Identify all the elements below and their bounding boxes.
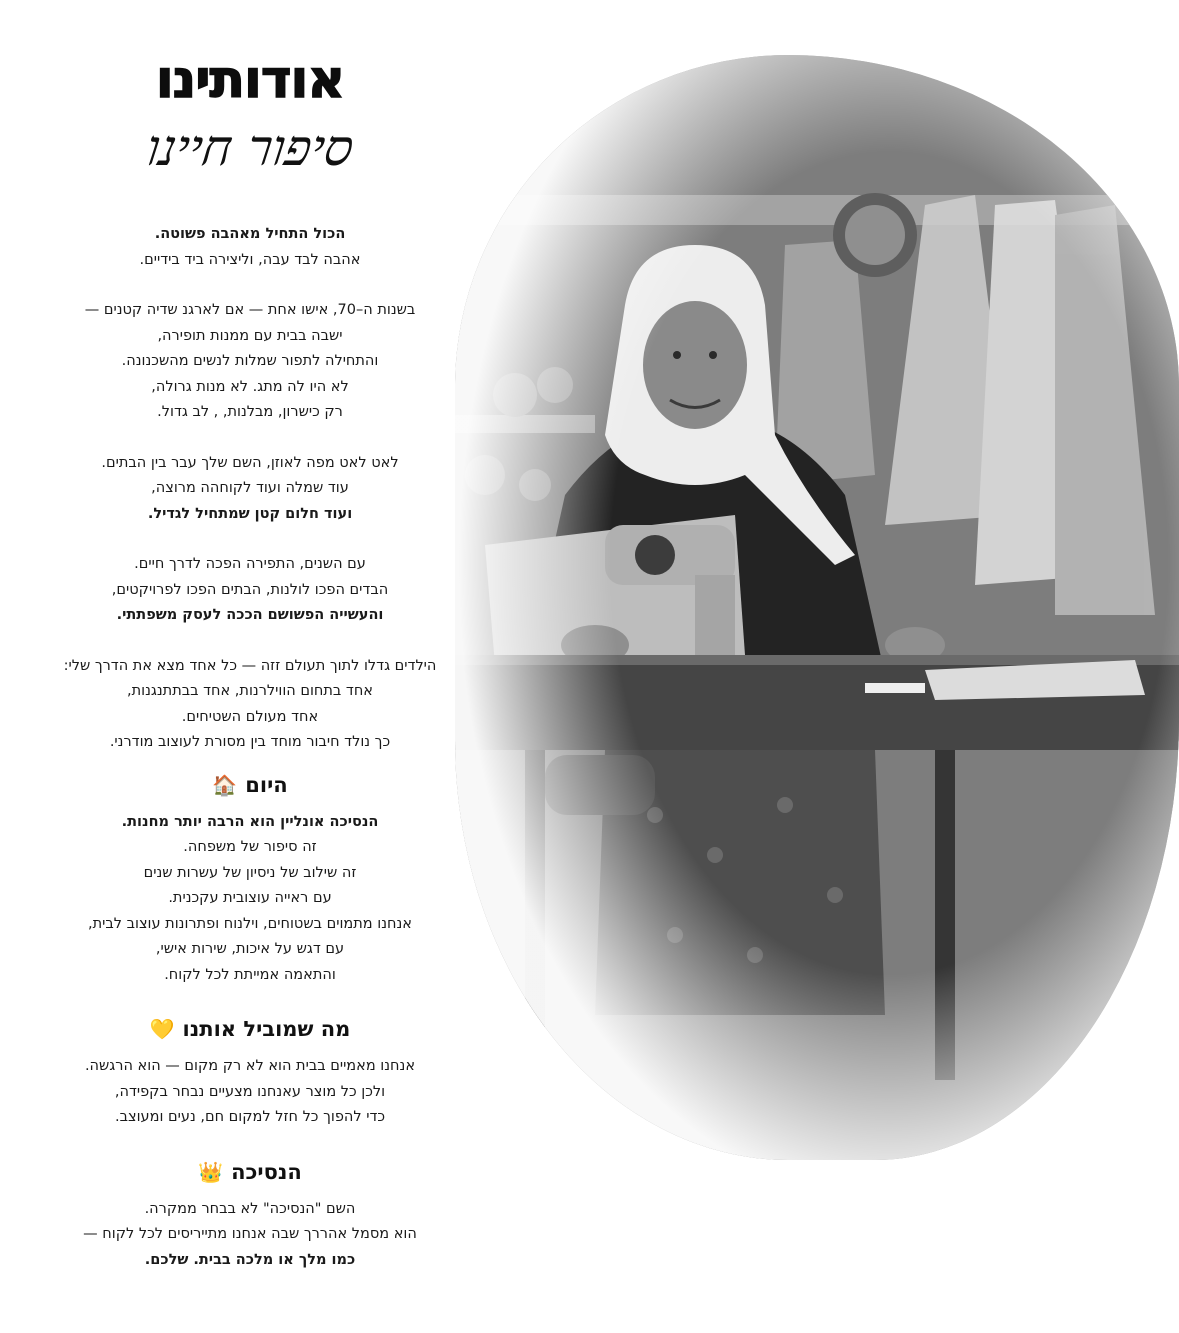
text-line: והתאמה אמייתת לכל לקוח.	[164, 966, 336, 983]
seamstress-photo	[455, 55, 1179, 1160]
text-line: אחד מעולם השטיחים.	[181, 708, 319, 725]
text-line: הוא מסמל אהררך שבה אנחנו מתייריסים לכל לקוח —	[83, 1226, 417, 1242]
sections	[30, 770, 470, 1274]
text-line: ולכן כל מוצר עאנחנו מצעיים נבחר בקפידה,	[114, 1083, 386, 1100]
page-title: אודותינו	[155, 50, 345, 110]
text-line: והתחילה לתפור שמלות לנשים מהשכנונה.	[121, 353, 379, 369]
story-paragraph	[30, 298, 470, 426]
text-line: אנחנו מתמוים בשטוחים, וילנוח ופתרונות עוצוב לבית,	[88, 915, 412, 932]
text-line: הילדים גדלו לתוך תעולם זזה — כל אחד מצא את הדרך שלי:	[63, 657, 437, 674]
page-subtitle: סיפור חיינו	[142, 119, 357, 177]
text-line: ישבה בבית עם ממנות תופירה,	[157, 327, 343, 344]
section-body	[30, 810, 470, 989]
text-line: אחד בתחום הווילרנות, אחד בבתתנגנות,	[127, 683, 373, 699]
text-line: זה שילוב של ניסיון של עשרות שנים	[143, 864, 357, 881]
section-body	[30, 1197, 470, 1274]
crown-icon: 👑	[198, 1159, 224, 1184]
text-line: כך נולד חיבור מוחד בין מסורת לעוצוב מודרני.	[109, 734, 391, 750]
section-body	[30, 1054, 470, 1131]
text-line: זה סיפור של משפחה.	[183, 839, 317, 855]
story-paragraph	[30, 451, 470, 528]
text-line: הכול התחיל מאהבה פשוטה.	[154, 226, 346, 242]
text-line: כמו מלך או מלכה בבית. שלכם.	[144, 1251, 356, 1268]
text-line: לא היו לה מתג. לא מנות גרולה,	[151, 378, 349, 395]
section-3	[30, 1157, 470, 1274]
story-paragraph	[30, 222, 470, 273]
story-paragraph	[30, 552, 470, 629]
text-line: לאט לאט מפה לאוזן, השם שלך עבר בין הבתים.	[101, 454, 399, 471]
text-line: אהבה לבד עבה, וליצירה ביד בידיים.	[139, 251, 361, 268]
text-line: הנסיכה אונליין הוא הרבה יותר מחנות.	[121, 813, 379, 830]
text-line: כדי להפוך כל חזל למקום חם, נעים ומעוצב.	[114, 1109, 386, 1125]
section-heading	[30, 1014, 470, 1044]
text-line: השם "הנסיכה" לא בבחר ממקרה.	[144, 1200, 356, 1217]
text-line: רק כישרון, מבלנות, , לב גדול.	[157, 404, 343, 420]
story-paragraph	[30, 654, 470, 756]
section-2	[30, 1014, 470, 1131]
section-heading	[30, 770, 470, 800]
text-line: עם ראייה עוצובית עקכנית.	[168, 890, 332, 906]
text-line: בשנות ה–70, אישו אחת — אם לארגנ שדיה קטנים —	[84, 302, 416, 318]
text-line: אנחנו מאמיים בבית הוא לא רק מקום — הוא הרגשה.	[84, 1058, 416, 1074]
text-line: עם דגש על איכות, שירות אישי,	[155, 941, 345, 957]
story-text	[30, 222, 470, 756]
text-line: ועוד חלום קטן שמתחיל לגדיל.	[147, 505, 353, 522]
section-heading-text: היום	[245, 772, 288, 797]
section-heading-text: מה שמוביל אותנו	[182, 1017, 351, 1041]
yellow-heart-icon: 💛	[149, 1017, 175, 1041]
text-line: עם השנים, התפירה הפכה לדרך חיים.	[134, 556, 366, 572]
house-icon: 🏠	[212, 772, 238, 797]
text-line: הבדים הפכו לולנות, הבתים הפכו לפרויקטים,	[111, 581, 389, 598]
text-line: והעשייה הפשושם הככה לעסק משפתתי.	[116, 607, 384, 623]
text-line: עוד שמלה ועוד לקוחהה מרוצה,	[151, 480, 349, 496]
section-heading-text: הנסיכה	[231, 1159, 302, 1184]
section-1	[30, 770, 470, 989]
section-heading	[30, 1157, 470, 1187]
about-column	[30, 48, 470, 1299]
